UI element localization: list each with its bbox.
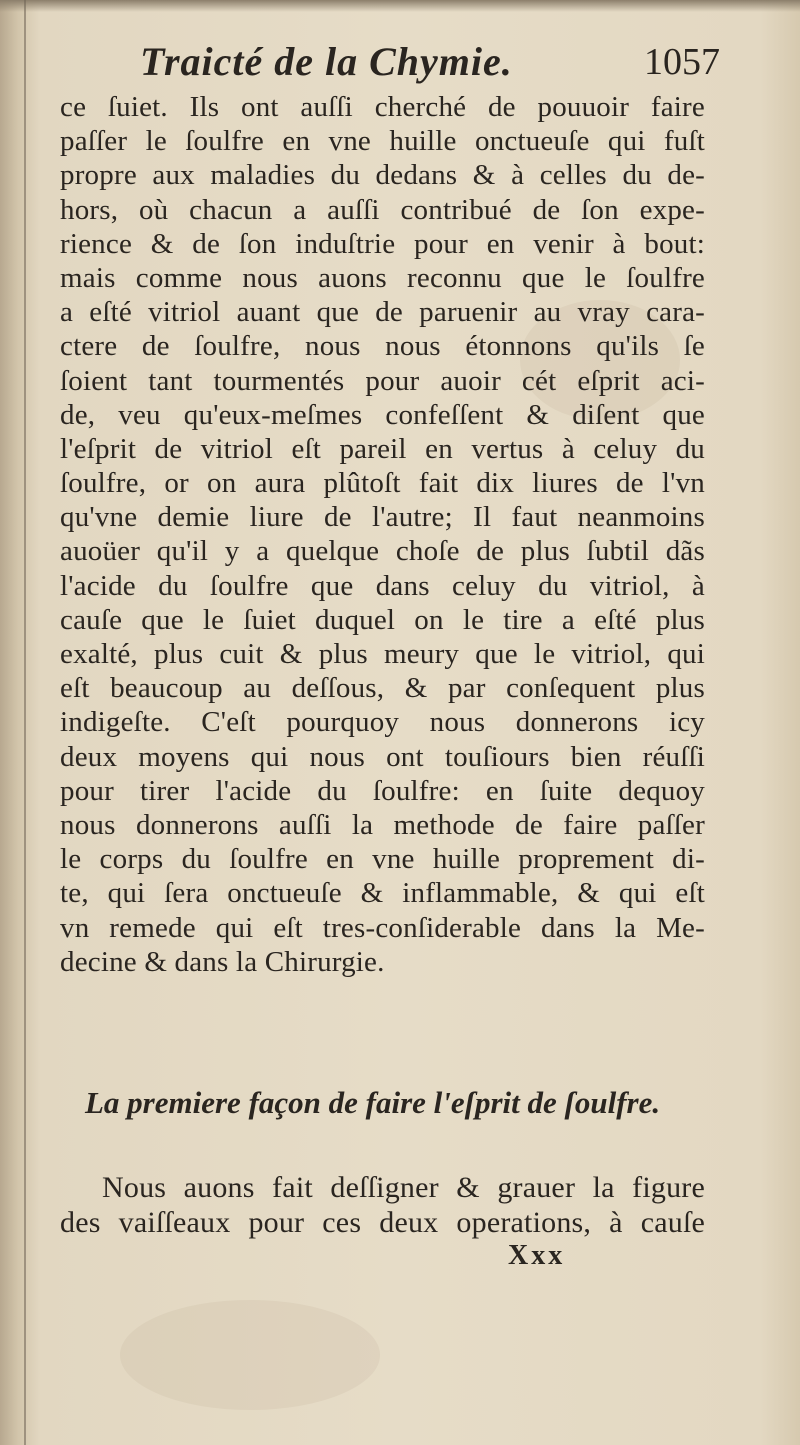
page-top-edge — [0, 0, 800, 12]
text-line: l'eſprit de vitriol eſt pareil en vertus à celuy du — [60, 432, 705, 465]
text-line: le corps du ſoulfre en vne huille proprement di- — [60, 843, 705, 876]
body-text — [60, 90, 705, 979]
binding-gutter — [24, 0, 26, 1445]
text-line: auoüer qu'il y a quelque choſe de plus ſubtil dãs — [60, 535, 705, 568]
text-line: ſoient tant tourmentés pour auoir cét eſprit aci- — [60, 364, 705, 397]
text-line: propre aux maladies du dedans & à celles du de- — [60, 159, 705, 192]
text-line: qu'vne demie liure de l'autre; Il faut neanmoins — [60, 501, 705, 534]
text-line: ctere de ſoulfre, nous nous étonnons qu'ils ſe — [60, 330, 705, 363]
text-line: des vaiſſeaux pour ces deux operations, à cauſe — [60, 1206, 705, 1239]
text-line: de, veu qu'eux-meſmes confeſſent & diſent que — [60, 398, 705, 431]
text-line: paſſer le ſoulfre en vne huille onctueuſe qui fuſt — [60, 125, 705, 158]
text-line: eſt beaucoup au deſſous, & par conſequent plus — [60, 672, 705, 705]
text-line: ce ſuiet. Ils ont auſſi cherché de pouuoir faire — [60, 91, 705, 123]
text-line: deux moyens qui nous ont touſiours bien réuſſi — [60, 740, 705, 773]
running-head — [60, 38, 720, 90]
text-line: ſoulfre, or on aura plûtoſt fait dix liures de l'vn — [60, 467, 705, 500]
page-number: 1057 — [644, 41, 720, 83]
text-line: hors, où chacun a auſſi contribué de ſon expe- — [60, 193, 705, 226]
signature-mark: Xxx — [508, 1240, 566, 1271]
text-line: nous donnerons auſſi la methode de faire paſſer — [60, 808, 705, 841]
text-line: rience & de ſon induſtrie pour en venir à bout: — [60, 227, 705, 260]
running-title: Traicté de la Chymie. — [140, 39, 513, 84]
text-line: te, qui ſera onctueuſe & inflammable, & qui eſt — [60, 877, 705, 910]
text-line: exalté, plus cuit & plus meury que le vitriol, qui — [60, 638, 705, 670]
text-line: l'acide du ſoulfre que dans celuy du vitriol, à — [60, 569, 705, 602]
text-line: cauſe que le ſuiet duquel on le tire a eſté plus — [60, 603, 705, 636]
text-line: pour tirer l'acide du ſoulfre: en ſuite dequoy — [60, 774, 705, 807]
text-line: Nous auons fait deſſigner & grauer la figure — [102, 1171, 705, 1204]
text-line: a eſté vitriol auant que de paruenir au vray cara- — [60, 296, 705, 329]
paper-stain — [120, 1300, 380, 1410]
text-line: vn remede qui eſt tres-conſiderable dans la Me- — [60, 911, 705, 944]
text-line-last: decine & dans la Chirurgie. — [60, 945, 385, 978]
section-heading: La premiere façon de faire l'eſprit de ſoulfre. — [85, 1085, 661, 1120]
text-line: indigeſte. C'eſt pourquoy nous donnerons icy — [60, 706, 705, 739]
text-line: mais comme nous auons reconnu que le ſoulfre — [60, 261, 705, 294]
second-paragraph — [60, 1170, 705, 1240]
